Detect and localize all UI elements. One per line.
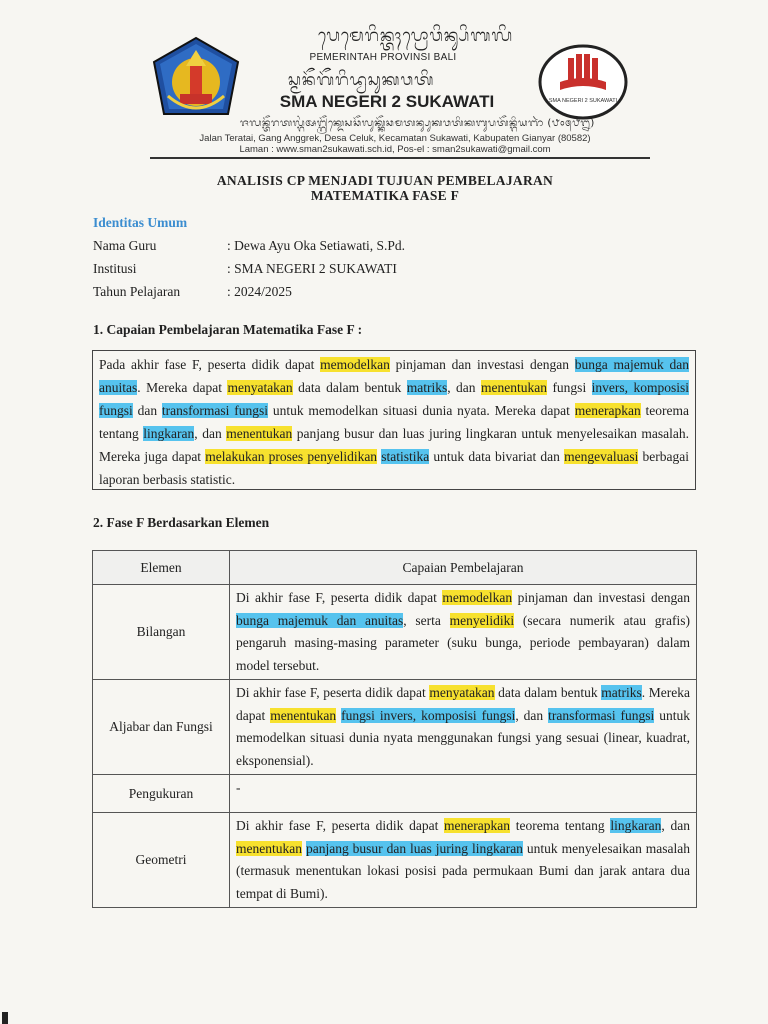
cp-text: teorema tentang [510,818,611,833]
identity-label: Nama Guru [93,238,157,253]
highlight-topic: fungsi invers, komposisi fungsi [341,707,516,723]
element-name-cell: Pengukuran [93,775,230,813]
section-2-heading: 2. Fase F Berdasarkan Elemen [93,515,270,530]
cp-text: . Mereka dapat [137,380,228,395]
cp-text: Pada akhir fase F, peserta didik dapat [99,357,321,372]
identity-label: Tahun Pelajaran [93,284,181,299]
highlight-topic: transformasi fungsi [548,707,655,723]
element-name-cell: Bilangan [93,585,230,680]
balinese-script-line-1: ᬧᬾᬫᬾᬭᬶᬦ᭄ᬢᬄᬧ᭄ᬭᭀᬯᬶᬦ᭄ᬲᬶᬩᬮᬶ [318,26,514,46]
identity-label: Institusi [93,261,137,276]
cp-text: untuk menyelesaikan masalah (termasuk menentukan lokasi posisi pada permukaan Bumi dan jarak antara dua tempat di Bumi). [236,840,691,901]
cp-text: Di akhir fase F, peserta didik dapat [236,685,430,700]
table-row [93,813,697,908]
highlight-topic: lingkaran [610,818,662,833]
cp-text: data dalam bentuk [292,380,407,395]
cp-text: data dalam bentuk [494,685,602,700]
highlight-verb: melakukan proses penyelidikan [205,449,378,464]
school-address: Jalan Teratai, Gang Anggrek, Desa Celuk, Kecamatan Sukawati, Kabupaten Gianyar (80582) [199,133,591,144]
scan-edge-mark [2,1012,8,1024]
highlight-topic: statistika [381,449,430,464]
element-name-cell: Geometri [93,813,230,908]
identity-heading: Identitas Umum [93,215,188,230]
cp-text: Di akhir fase F, peserta didik dapat [236,818,445,833]
school-emblem-text: SMA NEGERI 2 SUKAWATI [548,98,618,104]
cp-text: , dan [447,380,481,395]
cp-text: teorema tentang [99,403,690,441]
column-header-elemen: Elemen [93,551,230,585]
cp-text: panjang busur dan luas juring lingkaran untuk menyelesaikan masalah. Mereka juga dapat [99,426,689,464]
highlight-topic: bunga majemuk dan anuitas [236,612,404,628]
balinese-script-line-2: ᬲ᭄ᬫᬦᭂᬕᭂᬭᬶᬤ᭄ᬯᬲᬸᬓᬯᬢᬶ [288,70,435,89]
highlight-topic: invers, komposisi fungsi [99,380,689,418]
element-name-cell: Aljabar dan Fungsi [93,680,230,775]
document-title-line-2: MATEMATIKA FASE F [310,188,460,203]
cp-text: Di akhir fase F, peserta didik dapat [236,590,443,605]
highlight-verb: menyelidiki [449,612,515,628]
cp-text: , serta [403,612,450,628]
outcome-cell [230,585,697,680]
cp-text: , dan [515,707,549,723]
learning-outcome-box [92,350,696,490]
province-label: PEMERINTAH PROVINSI BALI [309,52,457,63]
cp-text: , dan [661,818,690,833]
cp-text: untuk memodelkan situasi dunia nyata. Mereka dapat [268,403,575,418]
highlight-topic: bunga majemuk dan anuitas [99,357,689,395]
highlight-verb: menentukan [481,380,547,395]
cp-text: pinjaman dan investasi dengan [512,590,690,605]
highlight-verb: memodelkan [320,357,390,372]
cp-text: pinjaman dan investasi dengan [389,357,575,372]
cp-text: fungsi [546,380,592,395]
cp-text: , dan [194,426,227,441]
highlight-verb: mengevaluasi [564,449,639,464]
outcome-cell [230,680,697,775]
highlight-topic: panjang busur dan luas juring lingkaran [305,840,523,856]
highlight-topic: lingkaran [143,426,195,441]
school-web-email: Laman : www.sman2sukawati.sch.id, Pos-el : sman2sukawati@gmail.com [239,144,551,155]
highlight-topic: transformasi fungsi [161,403,268,418]
header-divider [150,157,650,159]
balinese-script-line-3: ᬚᬮᬦ᭄ᬢᭂᬭᬢᬮ᭄ᬕᬂᬅᬗ᭄ᬕ᭄ᬭᭂᬓ᭄ᬤᬾᬲᬘᭂᬮᬸᬓ᭄ᬓᭂᬘᬫᬢᬦ᭄ᬲᬸᬓᬯᬢᬶᬓᬩᬸᬧᬢᭂᬦ᭄ᬕᬶᬬᬜᬃ (᭘᭐᭕᭘᭒) [240,118,595,129]
bali-province-emblem-icon [150,36,242,120]
highlight-verb: memodelkan [442,590,513,605]
table-row [93,680,697,775]
cp-text: berbagai laporan berbasis statistic. [99,449,689,487]
highlight-topic: matriks [601,685,642,700]
elements-table [92,550,697,908]
table-row [93,775,697,813]
school-name: SMA NEGERI 2 SUKAWATI [279,92,495,111]
cp-text: untuk data bivariat dan [429,449,565,464]
highlight-verb: menyatakan [227,380,293,395]
highlight-verb: menyatakan [429,685,495,700]
highlight-verb: menentukan [270,707,337,723]
identity-value: : Dewa Ayu Oka Setiawati, S.Pd. [227,238,405,253]
outcome-cell: - [230,775,697,813]
highlight-verb: menerapkan [444,818,511,833]
column-header-capaian: Capaian Pembelajaran [230,551,697,585]
cp-text: dan [132,403,162,418]
section-1-heading: 1. Capaian Pembelajaran Matematika Fase F : [93,322,363,337]
highlight-verb: menentukan [236,840,302,856]
document-title-line-1: ANALISIS CP MENJADI TUJUAN PEMBELAJARAN [216,173,554,188]
table-header-row [93,551,697,585]
identity-value: : 2024/2025 [227,284,292,299]
highlight-topic: matriks [406,380,448,395]
school-emblem-icon [538,44,628,120]
identity-value: : SMA NEGERI 2 SUKAWATI [227,261,397,276]
cp-text: untuk memodelkan situasi dunia nyata menggunakan fungsi yang sesuai (linear, kuadrat, eksponensial). [236,707,690,768]
cp-text: . Mereka dapat [236,685,690,723]
table-row [93,585,697,680]
highlight-verb: menentukan [226,426,293,441]
highlight-verb: menerapkan [574,403,641,418]
outcome-cell [230,813,697,908]
cp-text: (secara numerik atau grafis) pengaruh masing-masing parameter (suku bunga, periode pembayaran) dalam model tersebut. [236,612,690,673]
